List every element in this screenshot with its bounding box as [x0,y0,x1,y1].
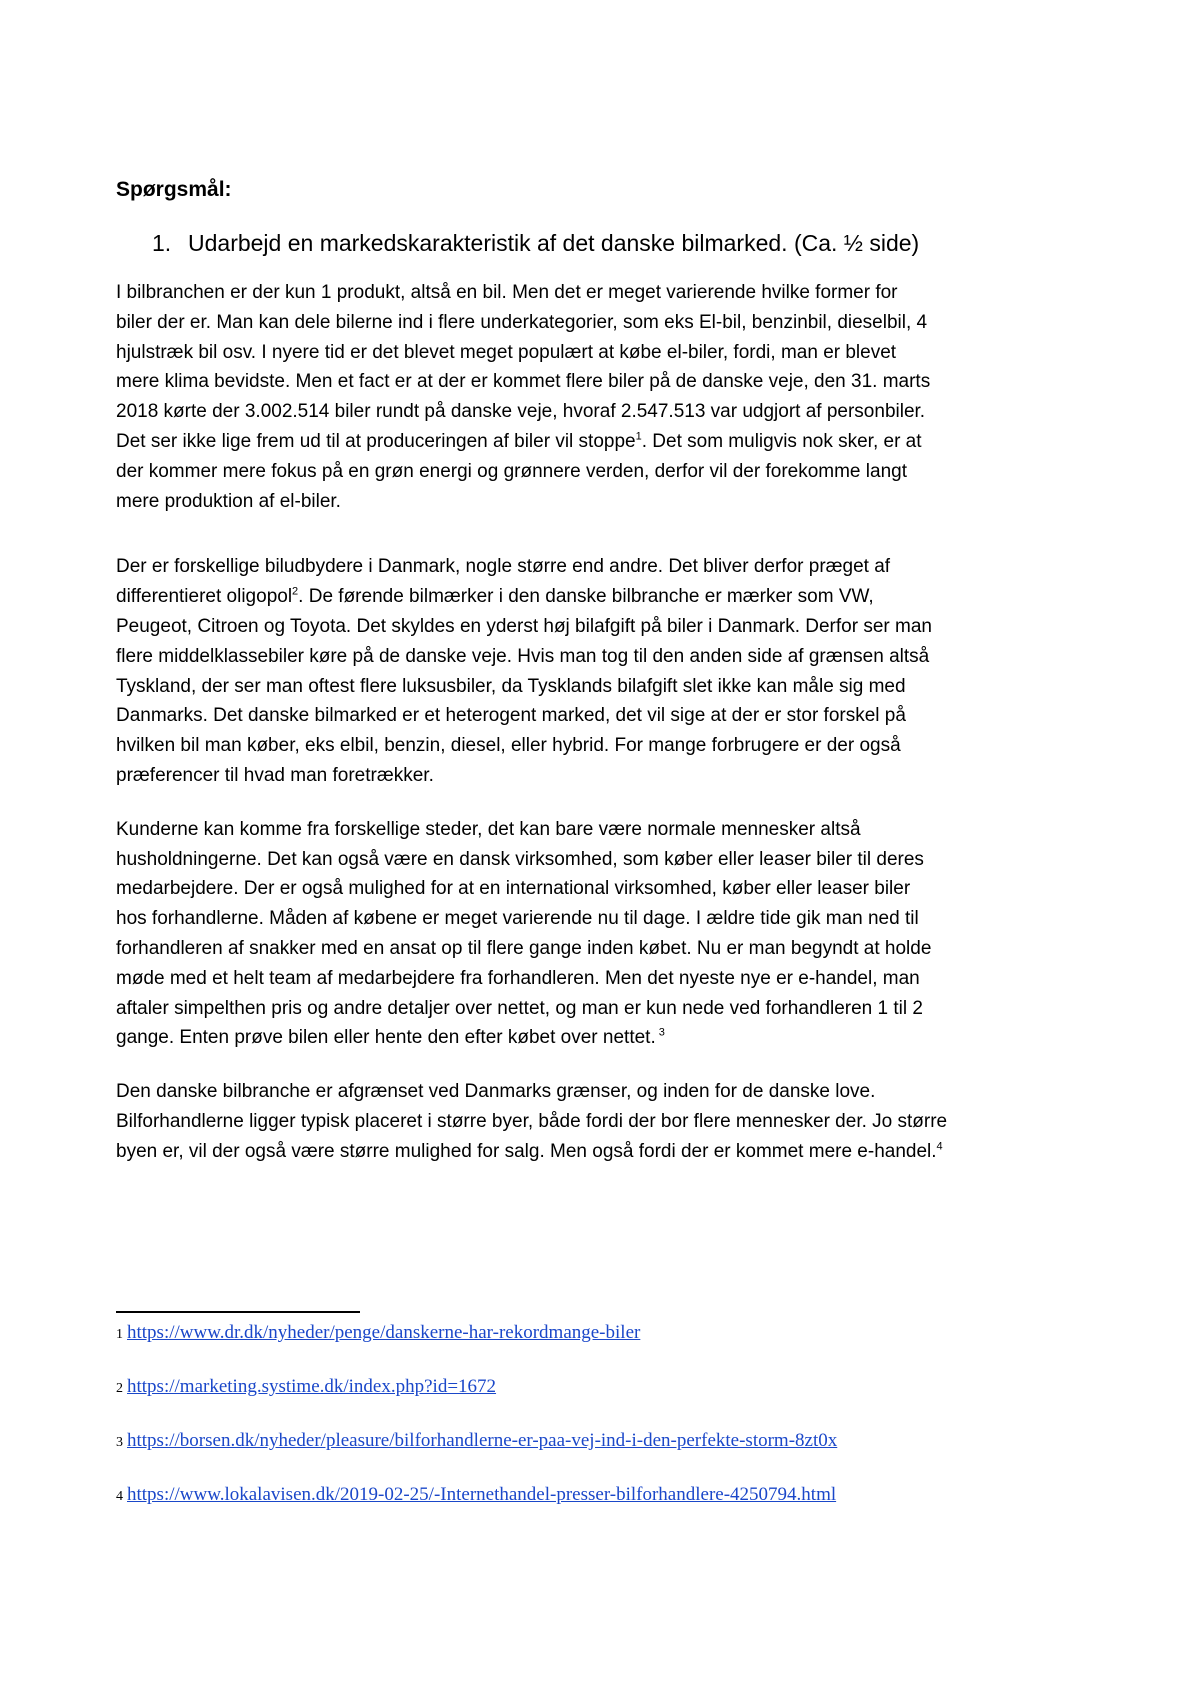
footnote-4 [116,1480,1116,1534]
footnote-ref-3[interactable]: 3 [655,1027,665,1039]
text-line: der kommer mere fokus på en grøn energi og grønnere verden, derfor vil der forekomme langt [116,460,907,482]
footnote-link-2[interactable]: https://marketing.systime.dk/index.php?id=1672 [127,1376,497,1397]
footnote-ref-4[interactable]: 4 [936,1140,943,1153]
paragraph-2 [116,552,1096,790]
text-line: I bilbranchen er der kun 1 produkt, altså en bil. Men det er meget varierende hvilke former for [116,282,898,303]
paragraph-3 [116,815,1096,1053]
document-body [116,278,1096,1191]
text-line: aftaler simpelthen pris og andre detaljer over nettet, og man er kun nede ved forhandleren 1 til 2 [116,997,923,1019]
text-line: mere produktion af el-biler. [116,490,341,512]
text-line: Det ser ikke lige frem ud til at produceringen af biler vil stoppe$^1$. Det som muligvis nok sker, er at [116,430,922,452]
footnote-number: 3 [116,1435,123,1450]
footnote-number: 1 [116,1327,123,1342]
text-line: hjulstræk bil osv. I nyere tid er det blevet meget populært at købe el-biler, fordi, man er blevet [116,341,897,363]
text-line: medarbejdere. Der er også mulighed for at en international virksomhed, køber eller leaser biler [116,878,911,900]
footnote-3 [116,1426,1116,1480]
footnote-ref-2[interactable]: 2 [292,585,299,598]
text-line: differentieret oligopol$^2$. De førende bilmærker i den danske bilbranche er mærker som VW, [116,585,874,608]
section-heading: Spørgsmål: [116,178,232,201]
footnote-ref-1[interactable]: 1 [635,430,642,443]
text-line: flere middelklassebiler køre på de danske veje. Hvis man tog til den anden side af grænsen altså [116,645,930,667]
text-line: byen er, vil der også være større mulighed for salg. Men også fordi der er kommet mere e-handel.$^4$ [116,1140,943,1162]
question-number: 1. [152,230,172,256]
text-line: forhandleren af snakker med en ansat op til flere gange inden købet. Nu er man begyndt at holde [116,937,932,959]
footnote-link-1[interactable]: https://www.dr.dk/nyheder/penge/danskerne-har-rekordmange-biler [127,1322,641,1343]
text-line: Danmarks. Det danske bilmarked er et heterogent marked, det vil sige at der er stor forskel på [116,705,906,727]
paragraph-4 [116,1077,1096,1166]
text-line: møde med et helt team af medarbejdere fra forhandleren. Men det nyeste nye er e-handel, man [116,967,920,989]
text-line: Peugeot, Citroen og Toyota. Det skyldes en yderst høj bilafgift på biler i Danmark. Derfor ser man [116,615,932,637]
footnote-separator [116,1311,360,1313]
text-line: Tyskland, der ser man oftest flere luksusbiler, da Tysklands bilafgift slet ikke kan måle sig med [116,675,906,697]
footnote-link-3[interactable]: https://borsen.dk/nyheder/pleasure/bilforhandlerne-er-paa-vej-ind-i-den-perfekte-storm-8zt0x [127,1430,838,1451]
footnote-number: 2 [116,1381,123,1396]
text-line: Bilforhandlerne ligger typisk placeret i større byer, både fordi der bor flere mennesker der. Jo større [116,1110,948,1132]
footnote-1 [116,1318,1116,1372]
footnote-2 [116,1372,1116,1426]
footnotes [116,1318,1116,1534]
text-line: gange. Enten prøve bilen eller hente den efter købet over nettet. $^3$ [116,1027,665,1049]
text-line: hos forhandlerne. Måden af købene er meget varierende nu til dage. I ældre tide gik man ned til [116,908,919,930]
question-text: Udarbejd en markedskarakteristik af det danske bilmarked. (Ca. ½ side) [188,230,920,256]
text-line: husholdningerne. Det kan også være en dansk virksomhed, som køber eller leaser biler til deres [116,848,924,870]
footnote-number: 4 [116,1489,123,1504]
text-line: biler der er. Man kan dele bilerne ind i flere underkategorier, som eks El-bil, benzinbil, dieselbil, 4 [116,311,928,333]
text-line: Der er forskellige biludbydere i Danmark, nogle større end andre. Det bliver derfor præget af [116,556,891,578]
text-line: mere klima bevidste. Men et fact er at der er kommet flere biler på de danske veje, den 31. marts [116,371,931,393]
paragraph-1 [116,278,1096,516]
text-line: Kunderne kan komme fra forskellige steder, det kan bare være normale mennesker altså [116,818,861,840]
text-line: Den danske bilbranche er afgrænset ved Danmarks grænser, og inden for de danske love. [116,1081,876,1103]
question-item [152,230,919,257]
text-line: hvilken bil man køber, eks elbil, benzin, diesel, eller hybrid. For mange forbrugere er der også [116,735,901,757]
footnote-link-4[interactable]: https://www.lokalavisen.dk/2019-02-25/-Internethandel-presser-bilforhandlere-4250794.html [127,1484,837,1505]
text-line: 2018 kørte der 3.002.514 biler rundt på danske veje, hvoraf 2.547.513 var udgjort af personbiler. [116,401,926,423]
text-line: præferencer til hvad man foretrækker. [116,764,434,786]
